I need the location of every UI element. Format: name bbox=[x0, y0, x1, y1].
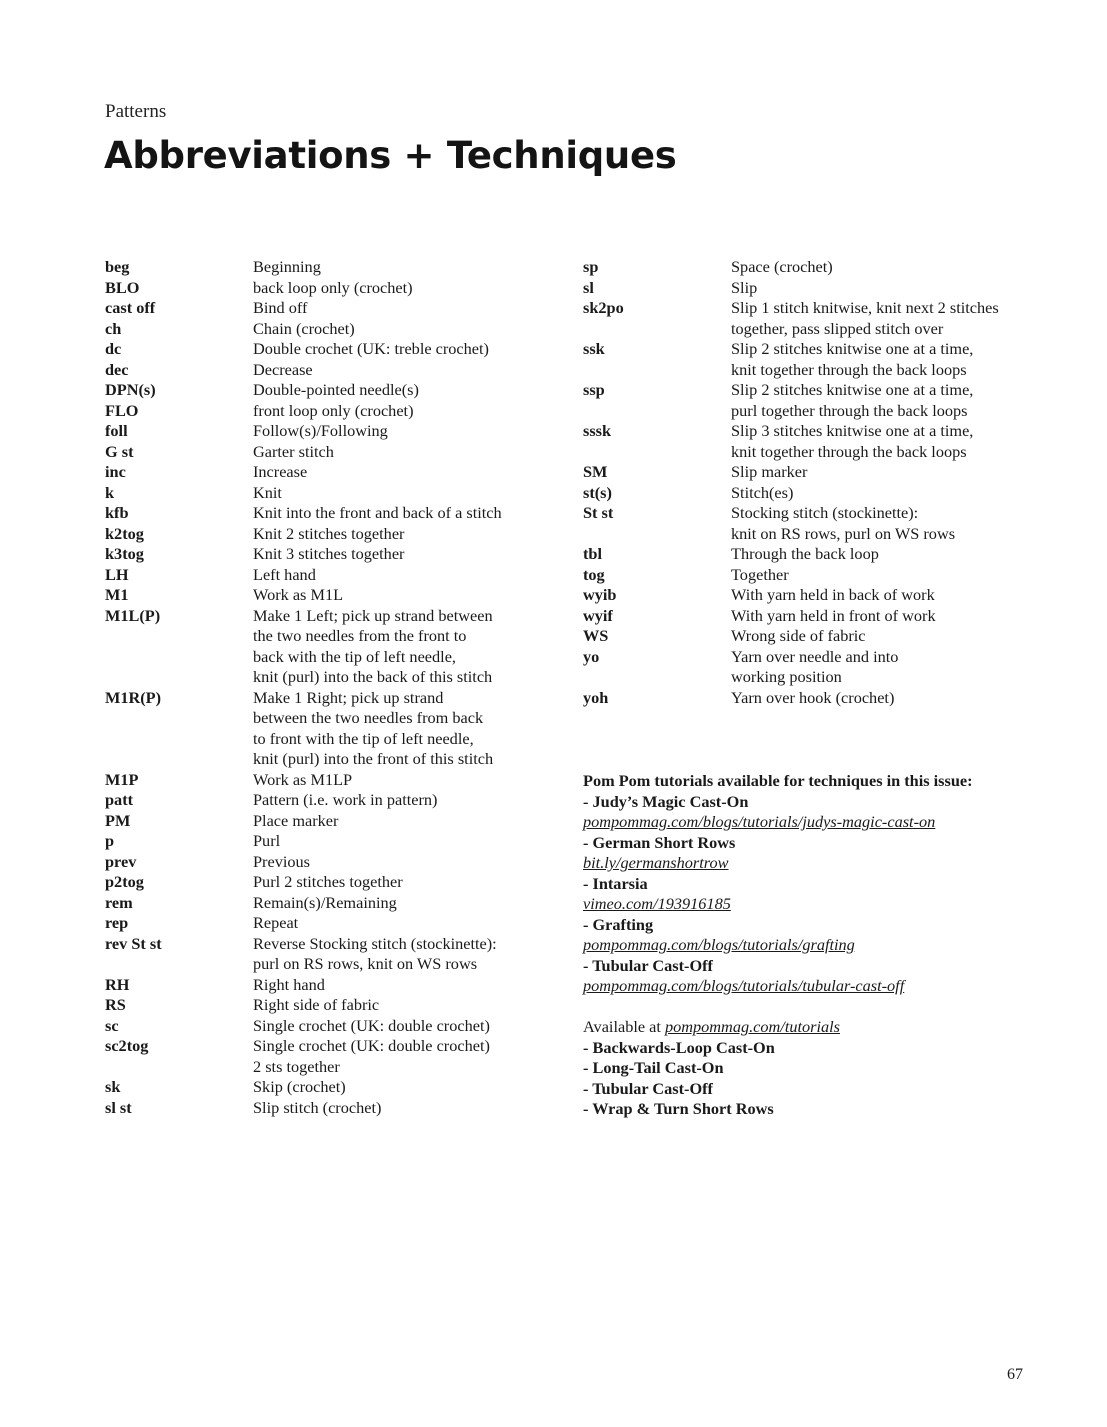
abbreviation-row bbox=[583, 503, 1023, 544]
abbreviation-term: WS bbox=[583, 626, 609, 645]
abbreviation-row bbox=[583, 462, 1023, 483]
abbreviation-term: tog bbox=[583, 564, 605, 584]
abbreviation-term: cast off bbox=[105, 298, 156, 317]
tutorials-section bbox=[583, 771, 1063, 1120]
page-number: 67 bbox=[1007, 1366, 1023, 1383]
tutorials-list bbox=[583, 792, 1063, 997]
abbreviation-definition: Yarn over needle and into working position bbox=[731, 646, 899, 686]
abbreviation-row bbox=[105, 688, 545, 770]
abbreviation-row bbox=[105, 483, 545, 504]
abbreviation-row bbox=[105, 278, 545, 299]
abbreviation-term: M1R(P) bbox=[105, 687, 162, 707]
abbreviation-term: sl bbox=[583, 277, 594, 297]
abbreviation-term: PM bbox=[105, 810, 131, 830]
abbreviations-left-column bbox=[105, 257, 545, 1118]
abbreviation-row bbox=[583, 565, 1023, 586]
abbreviation-row bbox=[105, 995, 545, 1016]
tutorial-link[interactable]: pompommag.com/blogs/tutorials/grafting bbox=[583, 935, 855, 954]
abbreviation-term: M1L(P) bbox=[105, 605, 161, 625]
tutorial-name: - Tubular Cast-Off bbox=[583, 955, 713, 975]
abbreviation-definition: Make 1 Right; pick up strand between the two needles from back to front with the tip of left needle, knit (purl) into the front of this stitch bbox=[253, 687, 494, 768]
abbreviation-term: st(s) bbox=[583, 482, 612, 502]
abbreviation-term: wyib bbox=[583, 585, 617, 604]
abbreviation-row bbox=[105, 298, 545, 319]
abbreviation-definition: Place marker bbox=[253, 810, 339, 830]
abbreviation-term: sp bbox=[583, 257, 599, 276]
abbreviation-row bbox=[583, 278, 1023, 299]
abbreviation-term: yoh bbox=[583, 687, 609, 707]
abbreviation-row bbox=[105, 770, 545, 791]
abbreviation-row bbox=[105, 401, 545, 422]
abbreviation-row bbox=[105, 360, 545, 381]
abbreviation-definition: Reverse Stocking stitch (stockinette): purl on RS rows, knit on WS rows bbox=[253, 933, 497, 973]
abbreviation-definition: Work as M1L bbox=[253, 585, 344, 604]
abbreviation-definition: Slip 2 stitches knitwise one at a time, knit together through the back loops bbox=[731, 339, 974, 379]
abbreviation-row bbox=[105, 319, 545, 340]
abbreviation-term: p2tog bbox=[105, 872, 144, 891]
tutorials-heading: Pom Pom tutorials available for techniques in this issue: bbox=[583, 771, 973, 790]
abbreviation-definition: Slip 2 stitches knitwise one at a time, purl together through the back loops bbox=[731, 380, 974, 420]
abbreviation-row bbox=[583, 585, 1023, 606]
abbreviation-definition: Purl 2 stitches together bbox=[253, 872, 403, 891]
abbreviation-definition: Slip 3 stitches knitwise one at a time, knit together through the back loops bbox=[731, 421, 974, 461]
available-link[interactable]: pompommag.com/tutorials bbox=[664, 1017, 841, 1036]
abbreviation-row bbox=[105, 380, 545, 401]
tutorial-name: - Intarsia bbox=[583, 873, 648, 893]
abbreviation-row bbox=[105, 462, 545, 483]
abbreviation-row bbox=[583, 421, 1023, 462]
abbreviation-row bbox=[583, 298, 1023, 339]
abbreviation-row bbox=[105, 893, 545, 914]
abbreviation-term: ssp bbox=[583, 380, 605, 399]
abbreviations-right-column bbox=[583, 257, 1023, 708]
abbreviation-row bbox=[105, 872, 545, 893]
abbreviation-row bbox=[583, 606, 1023, 627]
abbreviation-row bbox=[105, 544, 545, 565]
abbreviation-definition: Double-pointed needle(s) bbox=[253, 380, 419, 399]
tutorial-link[interactable]: vimeo.com/193916185 bbox=[583, 894, 731, 913]
abbreviation-row bbox=[105, 442, 545, 463]
abbreviation-term: yo bbox=[583, 646, 600, 666]
tutorial-link[interactable]: bit.ly/germanshortrow bbox=[583, 853, 729, 872]
abbreviation-term: FLO bbox=[105, 400, 139, 420]
abbreviation-row bbox=[105, 421, 545, 442]
abbreviation-term: patt bbox=[105, 790, 134, 809]
abbreviation-definition: Stitch(es) bbox=[731, 482, 794, 502]
abbreviation-row bbox=[105, 1098, 545, 1119]
tutorial-link[interactable]: pompommag.com/blogs/tutorials/tubular-cast-off bbox=[583, 976, 905, 995]
abbreviation-term: k3tog bbox=[105, 544, 144, 563]
abbreviation-definition: Double crochet (UK: treble crochet) bbox=[253, 339, 489, 358]
abbreviation-row bbox=[105, 1016, 545, 1037]
abbreviation-definition: Increase bbox=[253, 462, 308, 481]
abbreviation-definition: Through the back loop bbox=[731, 544, 879, 563]
abbreviation-term: sk2po bbox=[583, 298, 624, 317]
abbreviation-definition: With yarn held in back of work bbox=[731, 585, 935, 604]
abbreviation-definition: Together bbox=[731, 564, 789, 584]
abbreviation-term: SM bbox=[583, 462, 608, 481]
abbreviation-term: p bbox=[105, 831, 115, 850]
abbreviation-term: inc bbox=[105, 462, 126, 481]
abbreviation-term: ch bbox=[105, 318, 122, 338]
abbreviation-definition: Knit 2 stitches together bbox=[253, 523, 405, 543]
abbreviation-row bbox=[105, 524, 545, 545]
available-line bbox=[583, 1017, 1063, 1038]
abbreviation-term: beg bbox=[105, 257, 130, 276]
abbreviation-definition: Yarn over hook (crochet) bbox=[731, 687, 895, 707]
abbreviation-term: prev bbox=[105, 851, 137, 871]
abbreviation-term: RS bbox=[105, 995, 126, 1014]
abbreviation-term: kfb bbox=[105, 503, 129, 522]
abbreviation-definition: Skip (crochet) bbox=[253, 1077, 346, 1096]
abbreviation-row bbox=[583, 688, 1023, 709]
abbreviation-definition: Work as M1LP bbox=[253, 769, 353, 789]
abbreviation-term: RH bbox=[105, 974, 130, 994]
abbreviation-definition: Right hand bbox=[253, 974, 325, 994]
abbreviation-row bbox=[105, 831, 545, 852]
abbreviation-term: k bbox=[105, 482, 115, 502]
abbreviation-row bbox=[105, 1077, 545, 1098]
abbreviation-row bbox=[105, 913, 545, 934]
abbreviation-row bbox=[105, 1036, 545, 1077]
abbreviation-term: M1P bbox=[105, 769, 139, 789]
section-label: Patterns bbox=[105, 101, 167, 122]
abbreviation-definition: Repeat bbox=[253, 913, 299, 932]
abbreviation-definition: Wrong side of fabric bbox=[731, 626, 866, 645]
abbreviation-row bbox=[105, 257, 545, 278]
abbreviation-definition: Single crochet (UK: double crochet) 2 sts together bbox=[253, 1036, 490, 1076]
abbreviation-term: foll bbox=[105, 421, 128, 440]
abbreviation-definition: Stocking stitch (stockinette): knit on RS rows, purl on WS rows bbox=[731, 503, 956, 543]
abbreviation-term: DPN(s) bbox=[105, 380, 156, 399]
abbreviation-term: G st bbox=[105, 441, 134, 461]
abbreviation-row bbox=[105, 565, 545, 586]
abbreviation-definition: Knit into the front and back of a stitch bbox=[253, 503, 502, 522]
abbreviation-definition: Left hand bbox=[253, 564, 316, 584]
available-tutorial-name: - Long-Tail Cast-On bbox=[583, 1058, 724, 1077]
abbreviation-row bbox=[583, 339, 1023, 380]
abbreviation-term: dec bbox=[105, 359, 129, 379]
abbreviation-definition: Follow(s)/Following bbox=[253, 421, 388, 440]
abbreviation-definition: Right side of fabric bbox=[253, 995, 380, 1014]
abbreviation-term: sl st bbox=[105, 1097, 132, 1117]
abbreviation-term: rev St st bbox=[105, 933, 162, 953]
abbreviation-definition: Slip marker bbox=[731, 462, 808, 481]
abbreviation-row bbox=[105, 503, 545, 524]
abbreviation-term: rep bbox=[105, 913, 129, 932]
abbreviation-definition: Chain (crochet) bbox=[253, 318, 355, 338]
abbreviation-row bbox=[583, 483, 1023, 504]
abbreviation-term: St st bbox=[583, 503, 614, 522]
abbreviation-definition: Beginning bbox=[253, 257, 321, 276]
tutorial-name: - German Short Rows bbox=[583, 832, 736, 852]
abbreviation-term: sc bbox=[105, 1015, 119, 1035]
abbreviation-row bbox=[105, 852, 545, 873]
abbreviation-definition: Garter stitch bbox=[253, 441, 334, 461]
available-list bbox=[583, 1038, 1063, 1120]
abbreviation-term: LH bbox=[105, 564, 129, 584]
abbreviation-definition: Decrease bbox=[253, 359, 313, 379]
abbreviation-definition: Purl bbox=[253, 831, 281, 850]
abbreviation-term: dc bbox=[105, 339, 122, 358]
abbreviation-row bbox=[105, 585, 545, 606]
abbreviation-term: sc2tog bbox=[105, 1036, 149, 1055]
available-prefix: Available at bbox=[583, 1017, 665, 1036]
abbreviation-term: M1 bbox=[105, 585, 129, 604]
abbreviation-definition: Remain(s)/Remaining bbox=[253, 892, 397, 912]
abbreviation-definition: Space (crochet) bbox=[731, 257, 833, 276]
abbreviation-term: sssk bbox=[583, 421, 612, 440]
abbreviation-row bbox=[583, 626, 1023, 647]
abbreviation-definition: Single crochet (UK: double crochet) bbox=[253, 1015, 490, 1035]
abbreviation-row bbox=[105, 606, 545, 688]
abbreviation-definition: Make 1 Left; pick up strand between the two needles from the front to back with the tip of left needle, knit (purl) into the back of this stitch bbox=[253, 605, 493, 686]
abbreviation-definition: Slip 1 stitch knitwise, knit next 2 stitches together, pass slipped stitch over bbox=[731, 298, 999, 338]
abbreviation-definition: front loop only (crochet) bbox=[253, 400, 414, 420]
tutorial-name: - Judy’s Magic Cast-On bbox=[583, 791, 749, 811]
abbreviation-row bbox=[105, 934, 545, 975]
available-tutorial-name: - Wrap & Turn Short Rows bbox=[583, 1099, 774, 1118]
abbreviation-definition: back loop only (crochet) bbox=[253, 277, 413, 297]
page-title: Abbreviations + Techniques bbox=[104, 134, 677, 177]
abbreviation-definition: Slip stitch (crochet) bbox=[253, 1097, 382, 1117]
abbreviation-term: ssk bbox=[583, 339, 605, 358]
abbreviation-definition: Knit bbox=[253, 482, 282, 502]
abbreviation-term: tbl bbox=[583, 544, 603, 563]
abbreviation-definition: Pattern (i.e. work in pattern) bbox=[253, 790, 438, 809]
abbreviation-row bbox=[105, 975, 545, 996]
abbreviation-term: wyif bbox=[583, 605, 613, 625]
abbreviation-definition: With yarn held in front of work bbox=[731, 605, 936, 625]
available-tutorial-name: - Tubular Cast-Off bbox=[583, 1078, 713, 1098]
abbreviation-term: sk bbox=[105, 1077, 121, 1096]
abbreviation-definition: Bind off bbox=[253, 298, 308, 317]
abbreviation-row bbox=[583, 257, 1023, 278]
tutorial-link[interactable]: pompommag.com/blogs/tutorials/judys-magic-cast-on bbox=[583, 812, 936, 831]
abbreviation-definition: Slip bbox=[731, 277, 758, 297]
abbreviation-definition: Previous bbox=[253, 851, 310, 871]
abbreviation-row bbox=[105, 339, 545, 360]
abbreviation-term: k2tog bbox=[105, 523, 144, 543]
abbreviation-term: BLO bbox=[105, 277, 140, 297]
tutorial-name: - Grafting bbox=[583, 914, 654, 934]
abbreviation-row bbox=[105, 790, 545, 811]
available-tutorial-name: - Backwards-Loop Cast-On bbox=[583, 1037, 775, 1057]
abbreviation-definition: Knit 3 stitches together bbox=[253, 544, 405, 563]
abbreviation-row bbox=[105, 811, 545, 832]
abbreviation-term: rem bbox=[105, 892, 133, 912]
abbreviation-row bbox=[583, 380, 1023, 421]
abbreviation-row bbox=[583, 647, 1023, 688]
abbreviation-row bbox=[583, 544, 1023, 565]
